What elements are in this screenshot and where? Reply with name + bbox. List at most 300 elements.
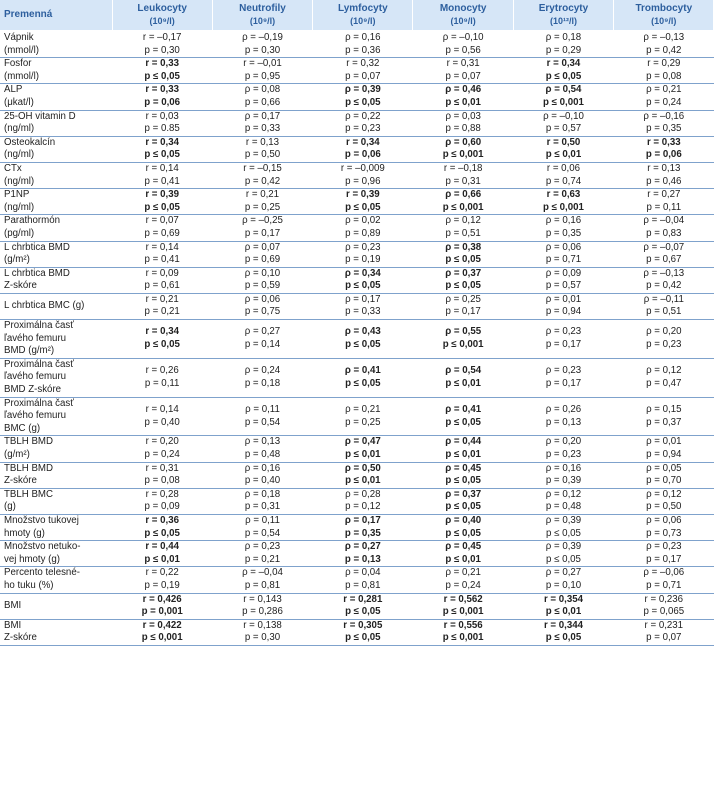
p-value: p = 0,50	[244, 149, 281, 161]
cell	[313, 136, 413, 162]
p-value: p ≤ 0,05	[345, 96, 381, 108]
coefficient: ρ = 0,40	[445, 514, 482, 526]
cell	[112, 189, 212, 215]
p-value: p = 0,42	[646, 280, 682, 292]
cell	[614, 593, 714, 619]
p-value: p ≤ 0,05	[345, 606, 381, 618]
header-name: Lymfocyty	[337, 3, 388, 14]
p-value: p = 0,46	[646, 175, 682, 187]
coefficient: r = 0,27	[647, 189, 681, 201]
coefficient: r = 0,13	[647, 162, 681, 174]
cell	[614, 567, 714, 593]
header-column	[112, 0, 212, 31]
coefficient: r = 0,556	[443, 619, 483, 631]
p-value: p = 0,24	[646, 96, 682, 108]
coefficient: ρ = 0,66	[445, 189, 482, 201]
p-value: p = 0,12	[345, 501, 381, 513]
p-value: p = 0,37	[646, 416, 682, 428]
row-label-line: ALP	[4, 84, 23, 96]
cell	[112, 58, 212, 84]
coefficient: ρ = 0,44	[445, 436, 482, 448]
cell	[413, 541, 513, 567]
row-label-line: Parathormón	[4, 215, 61, 227]
coefficient: r = 0,31	[145, 462, 179, 474]
p-value: p = 0,13	[545, 416, 582, 428]
cell	[112, 567, 212, 593]
p-value: p ≤ 0,001	[442, 632, 484, 644]
row-label-line: L chrbtica BMD	[4, 241, 70, 253]
coefficient: r = 0,33	[646, 136, 681, 148]
p-value: p = 0,31	[445, 175, 481, 187]
row-label-line: (g/m²)	[4, 449, 30, 460]
p-value: p ≤ 0,05	[144, 70, 180, 82]
cell	[413, 514, 513, 540]
cell	[313, 241, 413, 267]
coefficient: ρ = 0,11	[245, 403, 280, 415]
p-value: p = 0,08	[144, 475, 180, 487]
cell	[513, 84, 613, 110]
row-label	[0, 267, 112, 293]
coefficient: ρ = 0,16	[244, 462, 281, 474]
p-value: p ≤ 0,05	[445, 475, 481, 487]
row-label	[0, 593, 112, 619]
cell	[413, 293, 513, 319]
coefficient: ρ = 0,16	[345, 32, 381, 43]
cell	[212, 541, 312, 567]
row-label-line: (g/m²)	[4, 254, 30, 266]
coefficient: ρ = 0,60	[445, 136, 482, 148]
cell	[513, 31, 613, 58]
table-row	[0, 514, 714, 540]
table-row	[0, 267, 714, 293]
row-label	[0, 136, 112, 162]
coefficient: ρ = 0,45	[445, 462, 482, 474]
p-value: p = 0,61	[144, 280, 180, 292]
coefficient: ρ = 0,10	[244, 267, 281, 279]
coefficient: r = 0,20	[145, 436, 179, 448]
cell	[313, 110, 413, 136]
p-value: p = 0,42	[646, 44, 682, 56]
p-value: p = 0,18	[244, 377, 281, 389]
p-value: p = 0,73	[646, 527, 682, 539]
header-column	[313, 0, 413, 31]
coefficient: r = 0,32	[346, 58, 380, 70]
cell	[112, 110, 212, 136]
coefficient: r = –0,009	[340, 162, 385, 174]
coefficient: r = 0,422	[142, 619, 182, 631]
p-value: p = 0,36	[345, 44, 381, 56]
header-variable: Premenná	[0, 0, 112, 31]
row-label-line: 25-OH vitamin D	[4, 110, 76, 122]
row-label	[0, 436, 112, 462]
cell	[413, 462, 513, 488]
coefficient: ρ = 0,28	[345, 488, 381, 500]
coefficient: ρ = 0,24	[244, 365, 281, 377]
row-label-line: ho tuku (%)	[4, 579, 54, 591]
p-value: p = 0,96	[345, 175, 381, 187]
p-value: p = 0,70	[646, 475, 682, 487]
cell	[313, 358, 413, 397]
cell	[513, 189, 613, 215]
row-label	[0, 514, 112, 540]
cell	[313, 397, 413, 436]
cell	[212, 31, 312, 58]
coefficient: ρ = 0,09	[545, 267, 582, 279]
coefficient: ρ = –0,19	[242, 32, 283, 43]
row-label	[0, 320, 112, 359]
coefficient: ρ = 0,47	[344, 436, 381, 448]
cell	[413, 84, 513, 110]
cell	[212, 567, 312, 593]
cell	[112, 320, 212, 359]
table-row	[0, 320, 714, 359]
coefficient: ρ = 0,39	[545, 541, 582, 553]
coefficient: ρ = 0,23	[545, 365, 582, 377]
p-value: p = 0,94	[646, 449, 682, 460]
coefficient: ρ = 0,41	[445, 403, 482, 415]
row-label-line: (ng/ml)	[4, 201, 35, 213]
cell	[212, 358, 312, 397]
coefficient: ρ = 0,06	[646, 514, 682, 526]
coefficient: ρ = –0,13	[643, 32, 685, 43]
header-column	[614, 0, 714, 31]
p-value: p = 0,06	[344, 149, 381, 161]
coefficient: r = 0,06	[546, 162, 581, 174]
cell	[513, 397, 613, 436]
p-value: p = 0,69	[144, 227, 180, 239]
p-value: p ≤ 0,05	[546, 527, 581, 539]
coefficient: ρ = 0,17	[244, 110, 281, 122]
cell	[413, 593, 513, 619]
coefficient: ρ = 0,07	[244, 241, 281, 253]
table-body	[0, 31, 714, 645]
cell	[212, 84, 312, 110]
p-value: p ≤ 0,05	[345, 338, 381, 350]
p-value: p = 0,17	[545, 377, 582, 389]
p-value: p ≤ 0,05	[445, 254, 481, 266]
cell	[112, 267, 212, 293]
row-label	[0, 58, 112, 84]
p-value: p = 0,66	[244, 96, 281, 108]
row-label-line: Fosfor	[4, 58, 32, 70]
cell	[112, 84, 212, 110]
coefficient: r = 0,143	[243, 593, 282, 605]
coefficient: ρ = 0,16	[545, 215, 582, 227]
cell	[313, 514, 413, 540]
coefficient: ρ = 0,39	[344, 84, 381, 96]
table-row	[0, 358, 714, 397]
p-value: p = 0,94	[545, 306, 582, 318]
p-value: p = 0,001	[141, 606, 183, 618]
header-column	[413, 0, 513, 31]
cell	[212, 436, 312, 462]
p-value: p = 0,21	[244, 553, 281, 565]
cell	[513, 241, 613, 267]
row-label-line: ľavého femuru	[4, 332, 67, 344]
cell	[513, 619, 613, 645]
row-label-line: Množstvo netuko-	[4, 541, 81, 553]
p-value: p = 0,07	[646, 632, 682, 644]
p-value: p = 0,54	[244, 527, 281, 539]
row-label-line: BMD Z-skóre	[4, 384, 62, 396]
table-row	[0, 162, 714, 188]
cell	[614, 320, 714, 359]
p-value: p ≤ 0,001	[442, 338, 484, 350]
p-value: p = 0,40	[144, 416, 180, 428]
header-unit: (10¹²/l)	[549, 16, 577, 26]
row-label-line: Z-skóre	[4, 475, 37, 487]
table-row	[0, 488, 714, 514]
cell	[112, 488, 212, 514]
table-row	[0, 84, 714, 110]
coefficient: r = 0,33	[145, 84, 179, 96]
cell	[513, 320, 613, 359]
cell	[212, 189, 312, 215]
cell	[313, 488, 413, 514]
row-label-line: ľavého femuru	[4, 410, 67, 422]
p-value: p = 0,19	[345, 254, 381, 266]
cell	[112, 619, 212, 645]
p-value: p = 0,42	[244, 175, 281, 187]
coefficient: r = 0,34	[145, 326, 179, 338]
coefficient: r = 0,09	[145, 267, 179, 279]
p-value: p = 0.85	[144, 123, 180, 135]
p-value: p ≤ 0,01	[345, 475, 381, 487]
p-value: p = 0,30	[144, 44, 180, 56]
coefficient: r = 0,50	[546, 136, 581, 148]
p-value: p = 0,10	[545, 579, 582, 591]
coefficient: r = 0,39	[145, 189, 179, 201]
coefficient: r = 0,33	[145, 58, 179, 70]
coefficient: ρ = 0,20	[646, 326, 682, 338]
cell	[413, 110, 513, 136]
p-value: p ≤ 0,01	[445, 553, 481, 565]
cell	[614, 241, 714, 267]
coefficient: r = 0,34	[345, 136, 380, 148]
coefficient: ρ = 0,23	[345, 241, 381, 253]
coefficient: r = 0,305	[343, 619, 383, 631]
row-label-line: (g)	[4, 501, 16, 513]
cell	[513, 267, 613, 293]
cell	[112, 293, 212, 319]
p-value: p = 0,17	[244, 227, 281, 239]
p-value: p = 0,11	[646, 201, 682, 213]
coefficient: ρ = –0,10	[543, 110, 584, 122]
cell	[212, 58, 312, 84]
row-label	[0, 358, 112, 397]
row-label-line: Vápnik	[4, 32, 34, 43]
cell	[413, 320, 513, 359]
cell	[313, 84, 413, 110]
p-value: p ≤ 0,01	[445, 377, 481, 389]
p-value: p = 0,89	[345, 227, 381, 239]
row-label-line: vej hmoty (g)	[4, 553, 60, 565]
cell	[614, 189, 714, 215]
row-label	[0, 189, 112, 215]
row-label-line: (mmol/l)	[4, 70, 39, 82]
coefficient: ρ = –0,25	[242, 215, 283, 227]
cell	[513, 293, 613, 319]
cell	[112, 541, 212, 567]
p-value: p = 0,25	[244, 201, 281, 213]
cell	[614, 162, 714, 188]
coefficient: ρ = –0,13	[643, 267, 685, 279]
p-value: p = 0,23	[345, 123, 381, 135]
table-row	[0, 567, 714, 593]
cell	[112, 436, 212, 462]
cell	[614, 436, 714, 462]
p-value: p ≤ 0,01	[144, 553, 180, 565]
cell	[313, 31, 413, 58]
cell	[513, 215, 613, 241]
p-value: p = 0,48	[244, 449, 281, 460]
coefficient: r = 0,28	[145, 488, 179, 500]
coefficient: ρ = 0,21	[646, 84, 682, 96]
cell	[413, 215, 513, 241]
p-value: p = 0,57	[545, 280, 582, 292]
cell	[112, 162, 212, 188]
cell	[212, 619, 312, 645]
coefficient: r = 0,26	[145, 365, 179, 377]
coefficient: ρ = –0,10	[442, 32, 484, 43]
coefficient: ρ = 0,16	[545, 462, 582, 474]
p-value: p ≤ 0,05	[345, 201, 381, 213]
coefficient: ρ = 0,46	[445, 84, 482, 96]
coefficient: ρ = 0,06	[244, 293, 281, 305]
p-value: p = 0,56	[445, 44, 481, 56]
cell	[112, 358, 212, 397]
cell	[513, 58, 613, 84]
cell	[614, 488, 714, 514]
row-label-line: CTx	[4, 162, 22, 174]
p-value: p = 0,24	[144, 449, 180, 460]
p-value: p = 0,23	[545, 449, 582, 460]
cell	[413, 488, 513, 514]
cell	[614, 267, 714, 293]
row-label	[0, 84, 112, 110]
p-value: p = 0,30	[244, 632, 281, 644]
cell	[313, 436, 413, 462]
cell	[614, 293, 714, 319]
p-value: p = 0,88	[445, 123, 481, 135]
coefficient: ρ = 0,05	[646, 462, 682, 474]
p-value: p = 0,51	[646, 306, 682, 318]
cell	[614, 215, 714, 241]
row-label-line: Z-skóre	[4, 280, 37, 292]
coefficient: r = 0,281	[343, 593, 383, 605]
coefficient: ρ = 0,01	[646, 436, 682, 448]
coefficient: r = 0,39	[345, 189, 380, 201]
p-value: p = 0,39	[545, 475, 582, 487]
coefficient: ρ = 0,18	[244, 488, 281, 500]
row-label-line: BMI	[4, 619, 22, 631]
coefficient: ρ = 0,26	[545, 403, 582, 415]
row-label-line: TBLH BMC	[4, 488, 53, 500]
coefficient: ρ = 0,17	[344, 514, 381, 526]
row-label	[0, 567, 112, 593]
row-label	[0, 241, 112, 267]
coefficient: ρ = 0,22	[345, 110, 381, 122]
p-value: p = 0,51	[445, 227, 481, 239]
cell	[413, 619, 513, 645]
p-value: p = 0,23	[646, 338, 682, 350]
row-label-line: Proximálna časť	[4, 397, 74, 409]
coefficient: ρ = –0,06	[643, 567, 685, 579]
table-row	[0, 462, 714, 488]
table-row	[0, 241, 714, 267]
coefficient: r = 0,03	[145, 110, 179, 122]
row-label-line: hmoty (g)	[4, 527, 45, 539]
p-value: p = 0,35	[344, 527, 381, 539]
cell	[413, 241, 513, 267]
cell	[513, 136, 613, 162]
row-label-line: Z-skóre	[4, 632, 37, 644]
coefficient: ρ = 0,02	[345, 215, 381, 227]
p-value: p = 0,21	[144, 306, 180, 318]
p-value: p = 0,33	[345, 306, 381, 318]
p-value: p = 0,67	[646, 254, 682, 266]
p-value: p ≤ 0,05	[445, 280, 481, 292]
coefficient: r = 0,231	[644, 619, 684, 631]
coefficient: r = 0,354	[543, 593, 583, 605]
cell	[614, 358, 714, 397]
cell	[614, 58, 714, 84]
coefficient: r = 0,22	[145, 567, 179, 579]
coefficient: r = 0,13	[245, 136, 280, 148]
coefficient: r = 0,21	[245, 189, 280, 201]
cell	[212, 267, 312, 293]
p-value: p = 0,33	[244, 123, 281, 135]
coefficient: r = –0,18	[443, 162, 483, 174]
coefficient: ρ = 0,15	[646, 403, 682, 415]
coefficient: r = 0,21	[145, 293, 179, 305]
cell	[313, 619, 413, 645]
coefficient: ρ = 0,23	[244, 541, 281, 553]
p-value: p ≤ 0,01	[445, 449, 481, 460]
coefficient: r = –0,01	[243, 58, 282, 70]
cell	[413, 58, 513, 84]
row-label-line: Osteokalcín	[4, 136, 56, 148]
coefficient: ρ = 0,23	[646, 541, 682, 553]
header-name: Monocyty	[439, 3, 487, 14]
p-value: p ≤ 0,01	[545, 149, 582, 161]
coefficient: ρ = 0,04	[345, 567, 381, 579]
coefficient: r = 0,14	[145, 162, 179, 174]
cell	[413, 567, 513, 593]
p-value: p ≤ 0,05	[445, 527, 481, 539]
p-value: p ≤ 0,001	[442, 606, 484, 618]
cell	[513, 436, 613, 462]
row-label	[0, 110, 112, 136]
cell	[614, 397, 714, 436]
coefficient: r = 0,34	[546, 58, 581, 70]
p-value: p ≤ 0,001	[141, 632, 183, 644]
header-name: Neutrofily	[239, 3, 286, 14]
p-value: p = 0,41	[144, 175, 180, 187]
cell	[614, 110, 714, 136]
row-label	[0, 162, 112, 188]
p-value: p = 0,17	[445, 306, 481, 318]
coefficient: r = 0,31	[446, 58, 480, 70]
cell	[614, 31, 714, 58]
cell	[614, 541, 714, 567]
coefficient: ρ = 0,37	[445, 488, 482, 500]
cell	[513, 110, 613, 136]
table-row	[0, 58, 714, 84]
cell	[212, 136, 312, 162]
p-value: p = 0,54	[244, 416, 281, 428]
row-label	[0, 293, 112, 319]
